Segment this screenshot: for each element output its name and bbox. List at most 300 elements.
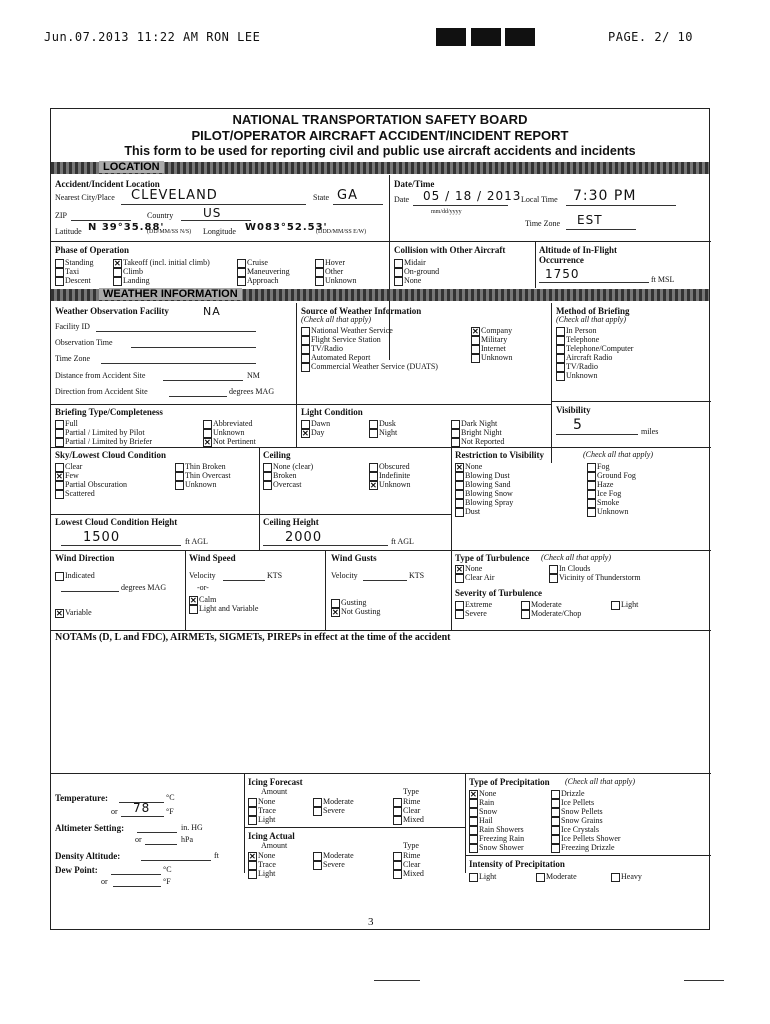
ceiling-height-unit: ft AGL: [391, 537, 414, 546]
footer-rule: [374, 980, 420, 981]
inhg-unit: in. HG: [181, 823, 203, 832]
light-darknight-checkbox[interactable]: [451, 420, 460, 429]
icing-label: Mixed: [403, 869, 424, 878]
method-tv-checkbox[interactable]: [556, 363, 565, 372]
kts-label: KTS: [267, 571, 283, 580]
source-label: Unknown: [481, 353, 513, 362]
method-label: Aircraft Radio: [566, 353, 613, 362]
time-value[interactable]: 7:30 PM: [573, 188, 637, 204]
turbulence-label: In Clouds: [559, 564, 591, 573]
restriction-label: Unknown: [597, 507, 629, 516]
phase-label: Taxi: [65, 267, 80, 276]
icing-ac-trace-checkbox[interactable]: [248, 861, 257, 870]
precip-icepelletsshower-checkbox[interactable]: [551, 835, 560, 844]
source-label: Flight Service Station: [311, 335, 381, 344]
restriction-heading: Restriction to Visibility: [455, 450, 544, 460]
precip-snowpellets-checkbox[interactable]: [551, 808, 560, 817]
ft-unit: ft: [214, 851, 219, 860]
precip-icepellets-checkbox[interactable]: [551, 799, 560, 808]
method-telephone-checkbox[interactable]: [556, 336, 565, 345]
restriction-groundfog-checkbox[interactable]: [587, 472, 596, 481]
lowest-cloud-unit: ft AGL: [185, 537, 208, 546]
visibility-heading: Visibility: [556, 405, 591, 415]
severity-modchop-checkbox[interactable]: [521, 610, 530, 619]
datetime-heading: Date/Time: [394, 179, 435, 189]
method-label: Telephone: [566, 335, 600, 344]
turbulence-clouds-checkbox[interactable]: [549, 565, 558, 574]
phase-taxi-checkbox[interactable]: [55, 268, 64, 277]
zip-label: ZIP: [55, 211, 67, 220]
longitude-format: (DDD/MM/SS E/W): [316, 229, 367, 235]
temperature-label: Temperature:: [55, 793, 108, 803]
wind-variable-label: Variable: [65, 608, 92, 617]
source-unknown-checkbox[interactable]: [471, 354, 480, 363]
redaction-block: [471, 28, 501, 46]
sky-label: Clear: [65, 462, 83, 471]
precip-heading: Type of Precipitation: [469, 777, 550, 787]
precip-freezingrain-checkbox[interactable]: [469, 835, 478, 844]
severity-light-checkbox[interactable]: [611, 601, 620, 610]
wind-lightvar-checkbox[interactable]: [189, 605, 198, 614]
severity-severe-checkbox[interactable]: [455, 610, 464, 619]
phase-standing-checkbox[interactable]: [55, 259, 64, 268]
facility-label: Facility ID: [55, 322, 90, 331]
longitude-label: Longitude: [203, 227, 236, 236]
icing-label: Moderate: [323, 797, 354, 806]
icing-fc-clear-checkbox[interactable]: [393, 807, 402, 816]
icing-label: Moderate: [323, 851, 354, 860]
icing-fc-light-checkbox[interactable]: [248, 816, 257, 825]
restriction-label: Blowing Spray: [465, 498, 514, 507]
method-label: TV/Radio: [566, 362, 598, 371]
light-brightnight-checkbox[interactable]: [451, 429, 460, 438]
fax-page-number: PAGE. 2/ 10: [608, 30, 693, 44]
phase-landing-checkbox[interactable]: [113, 277, 122, 286]
nearest-value[interactable]: CLEVELAND: [131, 188, 218, 203]
phase-label: Landing: [123, 276, 150, 285]
restriction-snow-checkbox[interactable]: [455, 490, 464, 499]
turbulence-none-checkbox[interactable]: [455, 565, 464, 574]
time-label: Local Time: [521, 195, 558, 204]
section-band: [51, 162, 709, 174]
sky-label: Few: [65, 471, 79, 480]
sky-label: Unknown: [185, 480, 217, 489]
date-label: Date: [394, 195, 410, 204]
ceiling-overcast-checkbox[interactable]: [263, 481, 272, 490]
restriction-dust2-checkbox[interactable]: [455, 508, 464, 517]
ceiling-indefinite-checkbox[interactable]: [369, 472, 378, 481]
wind-variable-checkbox[interactable]: [55, 609, 64, 618]
ceiling-none-checkbox[interactable]: [263, 463, 272, 472]
briefing-unknown-checkbox[interactable]: [203, 429, 212, 438]
severity-moderate-checkbox[interactable]: [521, 601, 530, 610]
turbulence-label: Clear Air: [465, 573, 495, 582]
severity-label: Light: [621, 600, 639, 609]
location-heading: Accident/Incident Location: [55, 179, 160, 189]
gusting-label: Gusting: [341, 598, 367, 607]
turbulence-label: Vicinity of Thunderstorm: [559, 573, 641, 582]
wind-indicated-checkbox[interactable]: [55, 572, 64, 581]
source-fss-checkbox[interactable]: [301, 336, 310, 345]
light-label: Not Reported: [461, 437, 505, 446]
source-label: Internet: [481, 344, 506, 353]
phase-hover-checkbox[interactable]: [315, 259, 324, 268]
distance-unit: NM: [247, 371, 260, 380]
method-unknown-checkbox[interactable]: [556, 372, 565, 381]
amount-label: Amount: [261, 787, 288, 796]
direction-unit: degrees MAG: [229, 387, 275, 396]
restriction-unknown-checkbox[interactable]: [587, 508, 596, 517]
footer-rule: [684, 980, 724, 981]
date-value[interactable]: 05 / 18 / 2013: [423, 189, 522, 203]
collision-label: On-ground: [404, 267, 440, 276]
phase-climb-checkbox[interactable]: [113, 268, 122, 277]
restriction-haze-checkbox[interactable]: [587, 481, 596, 490]
wind-indicated-label: Indicated: [65, 571, 95, 580]
hpa-unit: hPa: [181, 835, 193, 844]
source-label: Military: [481, 335, 508, 344]
restriction-icefog-checkbox[interactable]: [587, 490, 596, 499]
severity-extreme-checkbox[interactable]: [455, 601, 464, 610]
icing-ac-moderate-checkbox[interactable]: [313, 852, 322, 861]
briefing-abbrev-checkbox[interactable]: [203, 420, 212, 429]
phase-label: Other: [325, 267, 344, 276]
precip-hail-checkbox[interactable]: [469, 817, 478, 826]
ceiling-height-value[interactable]: 2000: [285, 530, 323, 545]
icing-ac-clear-checkbox[interactable]: [393, 861, 402, 870]
phase-approach-checkbox[interactable]: [237, 277, 246, 286]
briefing-notpertinent-checkbox[interactable]: [203, 438, 212, 447]
briefing-full-checkbox[interactable]: [55, 420, 64, 429]
temp-c-unit: °C: [166, 793, 175, 802]
nearest-label: Nearest City/Place: [55, 193, 115, 202]
icing-fc-moderate-checkbox[interactable]: [313, 798, 322, 807]
obs-heading: Weather Observation Facility: [55, 306, 169, 316]
latitude-value[interactable]: N 39°35.88': [88, 222, 165, 233]
sky-clear-checkbox[interactable]: [55, 463, 64, 472]
source-heading: Source of Weather Information: [301, 306, 422, 316]
precip-freezingdrizzle-checkbox[interactable]: [551, 844, 560, 853]
method-inperson-checkbox[interactable]: [556, 327, 565, 336]
precip-label: Snow: [479, 807, 498, 816]
restriction-none-checkbox[interactable]: [455, 463, 464, 472]
form-subtitle: PILOT/OPERATOR AIRCRAFT ACCIDENT/INCIDENT REPORT: [191, 128, 569, 143]
wind-direction-heading: Wind Direction: [55, 553, 115, 563]
method-label: In Person: [566, 326, 597, 335]
icing-ac-none-checkbox[interactable]: [248, 852, 257, 861]
icing-fc-mixed-checkbox[interactable]: [393, 816, 402, 825]
icing-fc-severe-checkbox[interactable]: [313, 807, 322, 816]
dew-label: Dew Point:: [55, 865, 98, 875]
obs-value[interactable]: NA: [203, 305, 221, 318]
ceiling-broken-checkbox[interactable]: [263, 472, 272, 481]
phase-maneuvering-checkbox[interactable]: [237, 268, 246, 277]
light-label: Dawn: [311, 419, 331, 428]
icing-fc-rime-checkbox[interactable]: [393, 798, 402, 807]
sky-heading: Sky/Lowest Cloud Condition: [55, 450, 167, 460]
phase-heading: Phase of Operation: [55, 245, 129, 255]
icing-label: Trace: [258, 860, 276, 869]
phase-other-checkbox[interactable]: [315, 268, 324, 277]
restriction-label: Dust: [465, 507, 481, 516]
intensity-label: Heavy: [621, 872, 642, 881]
source-note: (Check all that apply): [301, 315, 371, 324]
accident-report-form: [50, 108, 710, 930]
icing-fc-trace-checkbox[interactable]: [248, 807, 257, 816]
icing-ac-mixed-checkbox[interactable]: [393, 870, 402, 879]
icing-label: None: [258, 851, 276, 860]
or-label: or: [111, 807, 118, 816]
redaction-block: [505, 28, 535, 46]
zone-value[interactable]: EST: [577, 213, 603, 227]
wind-calm-checkbox[interactable]: [189, 596, 198, 605]
light-day-checkbox[interactable]: [301, 429, 310, 438]
restriction-label: Ice Fog: [597, 489, 622, 498]
icing-label: Trace: [258, 806, 276, 815]
amount-label: Amount: [261, 841, 288, 850]
intensity-heavy-checkbox[interactable]: [611, 873, 620, 882]
icing-label: Clear: [403, 806, 421, 815]
wind-speed-heading: Wind Speed: [189, 553, 236, 563]
or-label: or: [101, 877, 108, 886]
briefing-partial-pilot-checkbox[interactable]: [55, 429, 64, 438]
visibility-value[interactable]: 5: [573, 417, 583, 433]
notams-area[interactable]: [55, 649, 705, 769]
phase-label: Maneuvering: [247, 267, 290, 276]
light-dusk-checkbox[interactable]: [369, 420, 378, 429]
ceiling-label: None (clear): [273, 462, 314, 471]
visibility-unit: miles: [641, 427, 659, 436]
section-band-label: LOCATION: [99, 161, 164, 173]
briefing-label: Partial / Limited by Briefer: [65, 437, 153, 446]
severity-label: Severe: [465, 609, 487, 618]
precip-label: Freezing Rain: [479, 834, 525, 843]
light-night-checkbox[interactable]: [369, 429, 378, 438]
icing-label: Mixed: [403, 815, 424, 824]
ceiling-label: Indefinite: [379, 471, 411, 480]
precip-note: (Check all that apply): [565, 777, 635, 786]
phase-label: Takeoff (incl. initial climb): [123, 258, 210, 267]
phase-descent-checkbox[interactable]: [55, 277, 64, 286]
restriction-smoke-checkbox[interactable]: [587, 499, 596, 508]
icing-actual-heading: Icing Actual: [248, 831, 295, 841]
icing-label: Rime: [403, 851, 421, 860]
collision-ground-checkbox[interactable]: [394, 268, 403, 277]
sky-unknown-checkbox[interactable]: [175, 481, 184, 490]
ceiling-label: Overcast: [273, 480, 302, 489]
precip-label: Rain: [479, 798, 495, 807]
source-commercial-checkbox[interactable]: [301, 363, 310, 372]
altitude-value[interactable]: 1750: [545, 267, 580, 281]
lowest-cloud-value[interactable]: 1500: [83, 530, 121, 545]
restriction-label: Blowing Dust: [465, 471, 510, 480]
ceiling-height-heading: Ceiling Height: [263, 517, 319, 527]
precip-label: Snow Pellets: [561, 807, 603, 816]
restriction-fog-checkbox[interactable]: [587, 463, 596, 472]
page-number: 3: [368, 916, 374, 928]
turbulence-heading: Type of Turbulence: [455, 553, 530, 563]
wind-gusts-heading: Wind Gusts: [331, 553, 377, 563]
restriction-label: Haze: [597, 480, 614, 489]
source-label: Commercial Weather Service (DUATS): [311, 362, 438, 371]
zone-label: Time Zone: [525, 219, 561, 228]
form-title: NATIONAL TRANSPORTATION SAFETY BOARD: [232, 112, 528, 127]
precip-rainshowers-checkbox[interactable]: [469, 826, 478, 835]
source-label: Automated Report: [311, 353, 371, 362]
sky-partial-checkbox[interactable]: [55, 481, 64, 490]
gusting-checkbox[interactable]: [331, 599, 340, 608]
ceiling-obscured-checkbox[interactable]: [369, 463, 378, 472]
altitude-heading: Altitude of In-Flight Occurrence: [539, 245, 618, 265]
direction-label: Direction from Accident Site: [55, 387, 148, 396]
precip-none-checkbox[interactable]: [469, 790, 478, 799]
precip-label: Ice Pellets Shower: [561, 834, 621, 843]
lightvar-label: Light and Variable: [199, 604, 259, 613]
severity-label: Moderate/Chop: [531, 609, 582, 618]
temp-f-value[interactable]: 78: [133, 801, 151, 815]
restriction-sand-checkbox[interactable]: [455, 481, 464, 490]
turbulence-note: (Check all that apply): [541, 553, 611, 562]
source-tv-checkbox[interactable]: [301, 345, 310, 354]
phase-cruise-checkbox[interactable]: [237, 259, 246, 268]
sky-label: Partial Obscuration: [65, 480, 127, 489]
restriction-label: Fog: [597, 462, 610, 471]
precip-label: Hail: [479, 816, 493, 825]
icing-label: Light: [258, 869, 276, 878]
phase-unknown-checkbox[interactable]: [315, 277, 324, 286]
source-label: National Weather Service: [311, 326, 393, 335]
method-label: Telephone/Computer: [566, 344, 634, 353]
ceiling-label: Broken: [273, 471, 297, 480]
precip-label: Snow Grains: [561, 816, 603, 825]
latitude-format: (DD/MM/SS N/S): [147, 229, 192, 235]
icing-label: Rime: [403, 797, 421, 806]
country-label: Country: [147, 211, 174, 220]
not-gusting-label: Not Gusting: [341, 607, 381, 616]
collision-label: Midair: [404, 258, 426, 267]
intensity-heading: Intensity of Precipitation: [469, 859, 565, 869]
phase-takeoff-checkbox[interactable]: [113, 259, 122, 268]
intensity-light-checkbox[interactable]: [469, 873, 478, 882]
timezone-label: Time Zone: [55, 354, 91, 363]
source-internet-checkbox[interactable]: [471, 345, 480, 354]
turbulence-label: None: [465, 564, 483, 573]
obstime-label: Observation Time: [55, 338, 113, 347]
turbulence-thunder-checkbox[interactable]: [549, 574, 558, 583]
phase-label: Approach: [247, 276, 279, 285]
sky-few-checkbox[interactable]: [55, 472, 64, 481]
restriction-label: Ground Fog: [597, 471, 636, 480]
sky-label: Thin Overcast: [185, 471, 231, 480]
sky-thinbroken-checkbox[interactable]: [175, 463, 184, 472]
precip-icecrystals-checkbox[interactable]: [551, 826, 560, 835]
icing-fc-none-checkbox[interactable]: [248, 798, 257, 807]
light-dawn-checkbox[interactable]: [301, 420, 310, 429]
briefing-label: Not Pertinent: [213, 437, 256, 446]
icing-label: Light: [258, 815, 276, 824]
icing-label: Severe: [323, 806, 345, 815]
precip-drizzle-checkbox[interactable]: [551, 790, 560, 799]
briefing-label: Unknown: [213, 428, 245, 437]
collision-label: None: [404, 276, 422, 285]
lowest-cloud-heading: Lowest Cloud Condition Height: [55, 517, 178, 527]
precip-label: Freezing Drizzle: [561, 843, 615, 852]
light-label: Day: [311, 428, 325, 437]
phase-label: Climb: [123, 267, 144, 276]
altimeter-label: Altimeter Setting:: [55, 823, 125, 833]
or-label: or: [135, 835, 142, 844]
phase-label: Hover: [325, 258, 345, 267]
state-value[interactable]: GA: [337, 188, 358, 203]
sky-thinovercast-checkbox[interactable]: [175, 472, 184, 481]
icing-ac-severe-checkbox[interactable]: [313, 861, 322, 870]
method-label: Unknown: [566, 371, 598, 380]
briefing-partial-briefer-checkbox[interactable]: [55, 438, 64, 447]
source-auto-checkbox[interactable]: [301, 354, 310, 363]
source-label: Company: [481, 326, 513, 335]
method-radio-checkbox[interactable]: [556, 354, 565, 363]
collision-midair-checkbox[interactable]: [394, 259, 403, 268]
source-military-checkbox[interactable]: [471, 336, 480, 345]
light-notreported-checkbox[interactable]: [451, 438, 460, 447]
icing-ac-rime-checkbox[interactable]: [393, 852, 402, 861]
briefing-label: Full: [65, 419, 78, 428]
calm-label: Calm: [199, 595, 217, 604]
light-label: Night: [379, 428, 398, 437]
phase-label: Unknown: [325, 276, 357, 285]
precip-label: Rain Showers: [479, 825, 524, 834]
precip-snowshower-checkbox[interactable]: [469, 844, 478, 853]
light-label: Bright Night: [461, 428, 502, 437]
source-company-checkbox[interactable]: [471, 327, 480, 336]
light-label: Dark Night: [461, 419, 498, 428]
sky-scattered-checkbox[interactable]: [55, 490, 64, 499]
latitude-label: Latitude: [55, 227, 82, 236]
source-nws-checkbox[interactable]: [301, 327, 310, 336]
state-label: State: [313, 193, 329, 202]
restriction-note: (Check all that apply): [583, 450, 653, 459]
phase-label: Descent: [65, 276, 91, 285]
precip-snow-checkbox[interactable]: [469, 808, 478, 817]
briefing-label: Partial / Limited by Pilot: [65, 428, 145, 437]
method-telecomp-checkbox[interactable]: [556, 345, 565, 354]
turbulence-clearair-checkbox[interactable]: [455, 574, 464, 583]
country-value[interactable]: US: [203, 206, 222, 220]
density-label: Density Altitude:: [55, 851, 121, 861]
wind-deg-unit: degrees MAG: [121, 583, 167, 592]
intensity-moderate-checkbox[interactable]: [536, 873, 545, 882]
restriction-spray-checkbox[interactable]: [455, 499, 464, 508]
ceiling-unknown-checkbox[interactable]: [369, 481, 378, 490]
phase-label: Cruise: [247, 258, 268, 267]
restriction-dust-checkbox[interactable]: [455, 472, 464, 481]
precip-rain-checkbox[interactable]: [469, 799, 478, 808]
precip-snowgrains-checkbox[interactable]: [551, 817, 560, 826]
icing-ac-light-checkbox[interactable]: [248, 870, 257, 879]
collision-none-checkbox[interactable]: [394, 277, 403, 286]
section-band-label: WEATHER INFORMATION: [99, 288, 242, 300]
icing-forecast-heading: Icing Forecast: [248, 777, 303, 787]
longitude-value[interactable]: W083°52.53': [245, 222, 328, 233]
altitude-unit: ft MSL: [651, 275, 675, 284]
source-label: TV/Radio: [311, 344, 343, 353]
briefing-method-heading: Method of Briefing: [556, 306, 630, 316]
briefing-label: Abbreviated: [213, 419, 253, 428]
severity-heading: Severity of Turbulence: [455, 588, 542, 598]
not-gusting-checkbox[interactable]: [331, 608, 340, 617]
dew-c-unit: °C: [163, 865, 172, 874]
severity-label: Extreme: [465, 600, 493, 609]
